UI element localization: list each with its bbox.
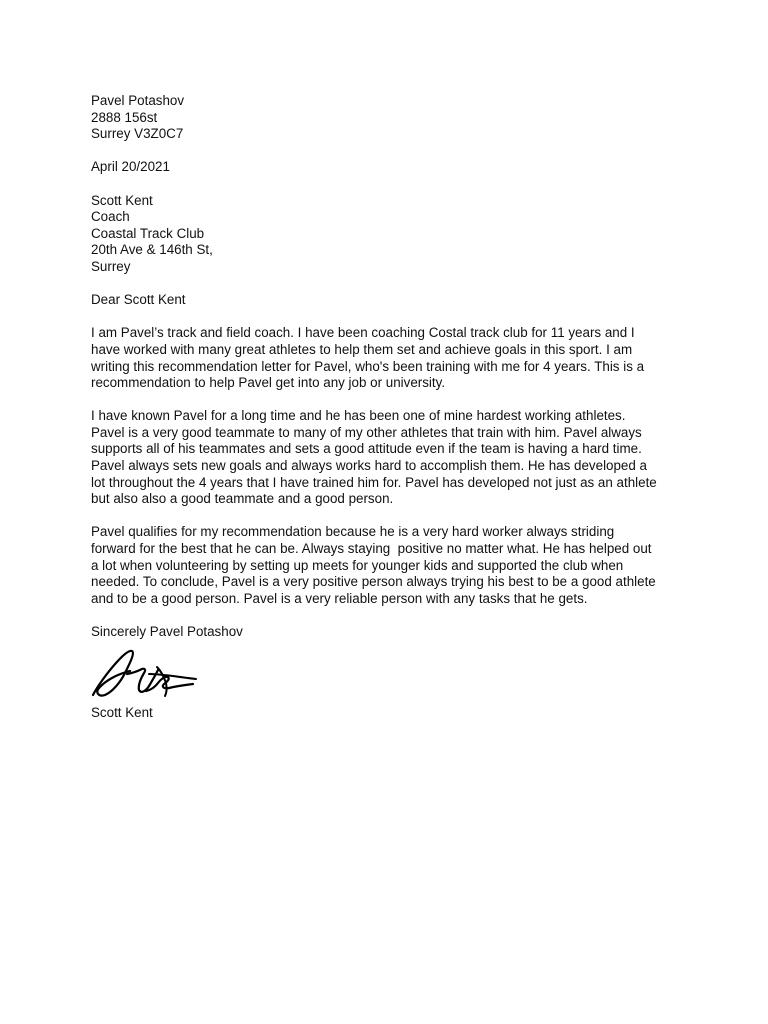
- salutation-text: Dear Scott Kent: [91, 292, 186, 308]
- recipient-organization: Coastal Track Club: [91, 225, 205, 241]
- paragraph-line: I am Pavel’s track and field coach. I have been coaching Costal track club for 11 years and I: [91, 325, 635, 341]
- letter-date: [91, 159, 691, 176]
- signer-name: Scott Kent: [91, 704, 153, 720]
- paragraph-line: supports all of his teammates and sets a good attitude even if the team is having a hard time.: [91, 441, 642, 457]
- paragraph-line: Pavel is a very good teammate to many of my other athletes that train with him. Pavel always: [91, 424, 642, 440]
- sender-street: 2888 156st: [91, 109, 158, 125]
- recipient-street: 20th Ave & 146th St,: [91, 242, 213, 258]
- paragraph-line: needed. To conclude, Pavel is a very positive person always trying his best to be a good athlete: [91, 574, 656, 590]
- body-paragraph-2: [91, 408, 691, 508]
- recipient-city: Surrey: [91, 258, 131, 274]
- paragraph-line: Pavel always sets new goals and always works hard to accomplish them. He has developed a: [91, 458, 647, 474]
- sender-address-block: [91, 93, 691, 143]
- paragraph-line: lot throughout the 4 years that I have trained him for. Pavel has developed not just as an athlete: [91, 474, 657, 490]
- paragraph-line: Pavel qualifies for my recommendation because he is a very hard worker always striding: [91, 524, 615, 540]
- handwritten-signature: [89, 643, 201, 705]
- paragraph-line: a lot when volunteering by setting up meets for younger kids and supported the club when: [91, 557, 624, 573]
- paragraph-line: forward for the best that he can be. Always staying positive no matter what. He has helped out: [91, 541, 652, 557]
- body-paragraph-3: [91, 524, 691, 607]
- recommendation-letter: [91, 93, 691, 721]
- salutation: [91, 292, 691, 309]
- recipient-name: Scott Kent: [91, 192, 153, 208]
- signer-name-block: [91, 705, 691, 722]
- sender-name: Pavel Potashov: [91, 93, 185, 108]
- closing: [91, 624, 691, 641]
- paragraph-line: writing this recommendation letter for Pavel, who's been training with me for 4 years. This is a: [91, 358, 645, 374]
- closing-text: Sincerely Pavel Potashov: [91, 624, 243, 639]
- body-paragraph-1: [91, 325, 691, 391]
- paragraph-line: recommendation to help Pavel get into any job or university.: [91, 375, 446, 391]
- sender-city-postal: Surrey V3Z0C7: [91, 126, 184, 142]
- paragraph-line: and to be a good person. Pavel is a very reliable person with any tasks that he gets.: [91, 590, 588, 606]
- paragraph-line: have worked with many great athletes to help them set and achieve goals in this sport. I am: [91, 341, 633, 357]
- paragraph-line: I have known Pavel for a long time and he has been one of mine hardest working athletes.: [91, 408, 626, 424]
- recipient-address-block: [91, 193, 691, 276]
- date-text: April 20/2021: [91, 159, 170, 175]
- recipient-title: Coach: [91, 209, 130, 225]
- paragraph-line: but also also a good teammate and a good person.: [91, 491, 394, 507]
